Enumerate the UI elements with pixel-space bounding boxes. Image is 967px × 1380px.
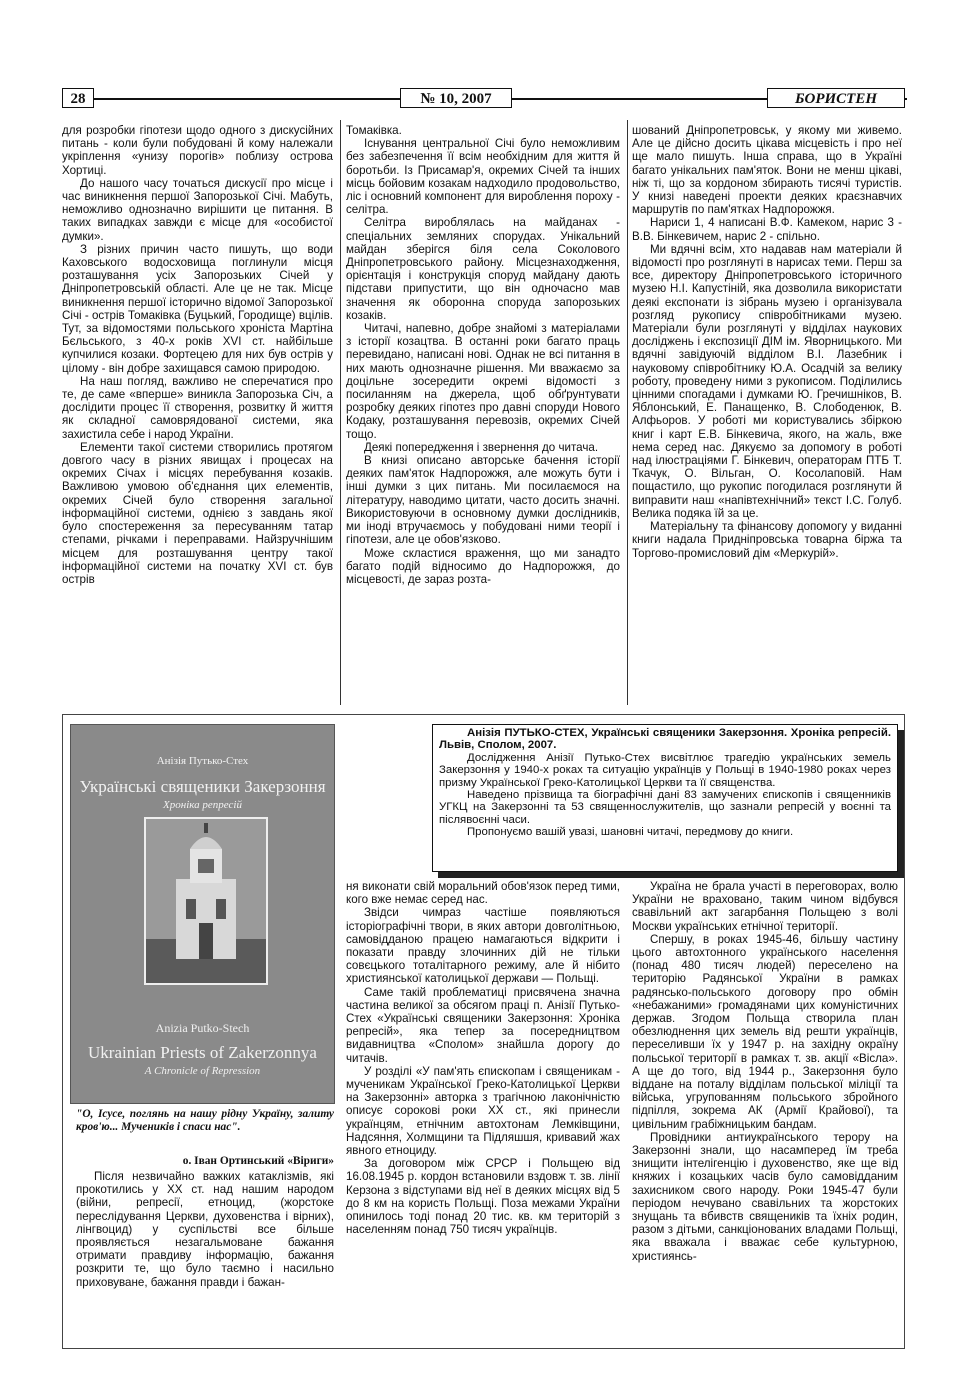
paragraph: Україна не брала участі в переговорах, волю України не враховано, таким чином відбувся свавільний акт загарбання Польщею з волі Москви українських етнічної території. xyxy=(632,880,898,933)
paragraph: В книзі описано авторське бачення історії деяких пам'яток Надпорожжя, але можуть бути і інші думки з цих питань. Ми посилаємося на літературу, наводимо цитати, часто досить значні. Використовуючи в основному думки дослідників, ми іноді втручаємось у побудовані ними теорії і гіпотези, але це обов'язково. xyxy=(346,454,620,547)
paragraph: Деякі попередження і звернення до читача. xyxy=(364,440,599,454)
paragraph: Читачі, напевно, добре знайомі з матеріалами з історії козацтва. В останні роки багато праць перевидано, написані нові. Однак не всі питання в них мають однозначне рішення. Ми вважаємо за доцільне зосередити окремі відомості з посиланням на джерела, щоб обґрунтувати розробку деяких гіпотез про давні споруди Нового Кодаку, розташування перевозів, окремих Січей тощо. xyxy=(346,322,620,441)
paragraph: Існування центральної Січі було неможливим без забезпечення її всім необхідним для життя й боротьби. Із Присамар'я, окремих Січей та інших місць бойовим козакам надходило продовольство, ліс і основний компонент для вироблення пороху - селітра. xyxy=(346,137,620,217)
book-cover-image xyxy=(70,724,335,1104)
paragraph: Елементи такої системи створились протягом довгого часу в різних явищах і процесах на окремих Січах і місцях перебування козаків. Важливою умовою об'єднання цих елементів, окремих Січей було створення загальної інформаційної системи, однією з завдань якої було спостереження за пересуванням татар степами, річками і переправами. Найзручнішим місцем для розташування центру такої інформаційної системи на початку XVI ст. був острів xyxy=(62,440,333,586)
cover-author-ua: Анізія Путько-Стех xyxy=(156,755,249,767)
page-number: 28 xyxy=(62,88,94,108)
paragraph: Томаківка. xyxy=(346,124,402,137)
paragraph: ня виконати свій моральний обов'язок перед тими, кого вже немає серед нас. xyxy=(346,880,620,907)
book-review-box xyxy=(432,724,898,872)
paragraph: Після незвичайно важких катаклізмів, які прокотились у XX ст. над нашим народом (війни, репресії, етноцид, (жорстоке переслідування Церкви, духовенства і вірних), лінгвоцид) у суспільстві все більше проявляється незагальмоване бажання отримати правдиву інформацію, бажання розкрити те, що було таємно і насильно приховуване, бажання правди і бажан- xyxy=(76,1170,334,1289)
cover-title-en: Ukrainian Priests of Zakerzonnya xyxy=(88,1043,317,1062)
paragraph: для розробки гіпотези щодо одного з дискусійних питань - коли були побудовані й кому належали укріплення «унизу порогів» поблизу острова Хортиці. xyxy=(62,124,333,177)
top-column-2 xyxy=(346,124,620,586)
review-heading: Анізія ПУТЬКО-СТЕХ, Українські священики Закерзоння. Хроніка репресій. Львів, Сполом, 2007. xyxy=(439,727,891,752)
cover-subtitle-ua: Хроніка репресій xyxy=(163,799,242,811)
bottom-column-1 xyxy=(76,1170,334,1289)
paragraph: До нашого часу точаться дискусії про місце і час виникнення першої Запорозької Січі. Мабуть, неможливо однозначно вирішити це питання. В таких випадках завжди є місце для «особистої думки». xyxy=(62,176,333,243)
review-paragraph: Пропонуємо вашій увазі, шановні читачі, передмову до книги. xyxy=(467,826,794,839)
church-photo xyxy=(144,817,268,985)
epigraph-quote: "О, Ісусе, поглянь на нашу рідну Україну, залиту кров'ю... Мучеників і спаси нас". xyxy=(76,1108,334,1133)
column-divider xyxy=(627,120,628,705)
paragraph: Матеріальну та фінансову допомогу у виданні книги надала Придніпровська товарна біржа та Торгово-промисловий дім «Меркурій». xyxy=(632,520,902,560)
top-column-1 xyxy=(62,124,333,586)
paragraph: шований Дніпропетровськ, у якому ми живемо. Але це дійсно досить цікава місцевість і про неї ще мало пишуть. Інша справа, що в Україні багато унікальних пам'яток. Вони не менш цікаві, ніж ті, що за кордоном збирають тисячі туристів. У книзі наведені проекти деяких краєзнавчих маршрутів по пам'ятках Надпорожжя. xyxy=(632,124,902,217)
review-paragraph: Наведено прізвища та біографічні дані 83 замучених єпископів і священників УГКЦ на Закерзонні та 53 священнослужителів, що зазнали репресій у воєнні та післявоєнні часи. xyxy=(439,789,891,826)
cover-title-ua: Українські священики Закерзоння xyxy=(79,777,326,796)
review-paragraph: Дослідження Анізії Путько-Стех висвітлює трагедію українських земель Закерзоння у 1940-х роках та ситуацію українців у Польщі в 1940-1980 роках через призму Української Греко-Католицької Церкви та її священства. xyxy=(439,751,891,789)
paragraph: Ми вдячні всім, хто надавав нам матеріали й відомості про розглянуті в нарисах теми. Перш за все, директору Дніпропетровського історичного музею Н.І. Капустіній, яка дозволила використати деякі експонати із зібрань музею і організувала розгляд рукопису співробітниками музею. Матеріали були розглянуті у відділах наукових досліджень і експозиції ДІМ ім. Яворницького. Ми вдячні завідуючій відділом В.І. Лазебник і науковому співробітнику Ю.А. Осадчій за велику роботу, проведену ними з рукописом. Поділились цінними спогадами і думками Ю. Гречишніков, В. Яблонський, Е. Панащенко, В. Слободенюк, В. Алфьоров. У роботі ми користувались збіркою книг і карт Е.В. Бінкевича, якого, на жаль, вже нема серед нас. Дякуємо за допомогу в роботі над ілюстраціями Г. Бінкевич, операторам ПТБ Т. Ткачук, О. Вільган, О. Косолаповій. Нам пощастило, що рукопис погодилася розглянути й виправити наш «напівтехнічний» текст І.С. Голуб. Велика подяка їй за це. xyxy=(632,242,902,520)
paragraph: У розділі «У пам'ять єпископам і священикам - мученикам Української Греко-Католицької Церкви на Закерзонні» авторка з трагічною лаконічністю описує сорокові роки XX ст., які принесли українцям, етнічним автохтонам Лемківщини, Надсяння, Холмщини та Підляшшя, кривавий жах явного етноциду. xyxy=(346,1064,620,1158)
journal-title: БОРИСТЕН xyxy=(767,88,905,108)
paragraph: Саме такій проблематиці присвячена значна частина великої за обсягом праці п. Анізії Путько-Стех «Українські священики Закерзоння: Хроніка репресій», яка тепер за посередництвом видавництва «Сполом» знайшла дорогу до читачів. xyxy=(346,985,620,1065)
issue-number: № 10, 2007 xyxy=(400,88,512,108)
bottom-column-3 xyxy=(632,880,898,1263)
paragraph: Може скластися враження, що ми занадто багато подій відносимо до Надпорожжя, до місцевості, де зараз розта- xyxy=(346,546,620,586)
paragraph: Селітра вироблялась на майданах - спеціальних земляних спорудах. Унікальний майдан зберігся біля села Соколового Дніпропетровського району. Місцезнаходження, орієнтація і конструкція споруд майдану дають підстави припустити, що він одночасно мав значення як оборонна споруда запорозьких козаків. xyxy=(346,216,620,322)
epigraph-signature: о. Іван Ортинський «Віриги» xyxy=(182,1155,334,1167)
paragraph: Нариси 1, 4 написані В.Ф. Камеком, нарис 3 - В.В. Бінкевичем, нарис 2 - спільно. xyxy=(632,216,902,243)
paragraph: За договором між СРСР і Польщею від 16.08.1945 р. кордон встановили вздовж т. зв. лінії Керзона з відступами від неї в деяких місцях від 5 до 8 км на користь Польщі. Поза межами України опинилось тоді понад 20 тис. кв. км територій з населенням понад 750 тисяч українців. xyxy=(346,1157,620,1237)
paragraph: Звідси чимраз частіше появляються історіографічні твори, в яких автори довголітньою, самовідданою працею намагаються відкрити і показати правду злочинних дій не тільки совєцького тоталітарного режиму, але й нібито християнської католицької держави — Польщі. xyxy=(346,906,620,986)
paragraph: Провідники антиукраїнського терору на Закерзонні знали, що насамперед їм треба знищити інтелігенцію і духовенство, яке ще від княжих і козацьких часів було самовідданим захисником свого народу. Роки 1945-47 були періодом нечувано свавільних та жорстоких знущань та вбивств священиків та їхніх родин, разом з дітьми, санкціонованих владами Польщі, яка вважала і вважає себе культурною, християнсь- xyxy=(632,1130,898,1263)
top-column-3 xyxy=(632,124,902,560)
column-divider xyxy=(340,120,341,705)
cover-author-en: Anizia Putko-Stech xyxy=(155,1021,250,1035)
cover-subtitle-en: A Chronicle of Repression xyxy=(144,1065,261,1077)
paragraph: Спершу, в роках 1945-46, більшу частину цього автохтонного українського населення (понад 480 тисяч людей) переселено на територію Радянської України в рамках радянсько-польського договору про обмін «небажаними» громадянами цих комуністичних держав. Згодом Польща створила план обезлюднення цих земель від решти українців, переселивши їх у 1947 р. на західну окраїну польської території в рамках т. зв. акції «Вісла». А ще до того, від 1944 р., Закерзоння було віддане на поталу відділам польської міліції та війська, угрупованням польського збройного підпілля, зокрема АК (Армії Крайової), та цивільним грабіжницьким бандам. xyxy=(632,932,898,1131)
paragraph: З різних причин часто пишуть, що води Каховського водосховища поглинули місця розташування усіх Запорозьких Січей у Дніпропетровській області. Але це не так. Місце виникнення першої історично відомої Запорозької Січі - острів Томаківка (Буцький, Городище) вцілів. Тут, за відомостями польського хроніста Мартіна Бєльського, з 40-х років XVI ст. найбільше купчилися козаки. Фортецею для них був острів у цілому - він добре захищався самою природою. xyxy=(62,242,333,375)
bottom-column-2 xyxy=(346,880,620,1236)
paragraph: На наш погляд, важливо не сперечатися про те, де саме «вперше» виникла Запорозька Січ, а дослідити процес її створення, розвитку й життя як складної самоврядованої системи, яка захистила себе і народ України. xyxy=(62,374,333,441)
